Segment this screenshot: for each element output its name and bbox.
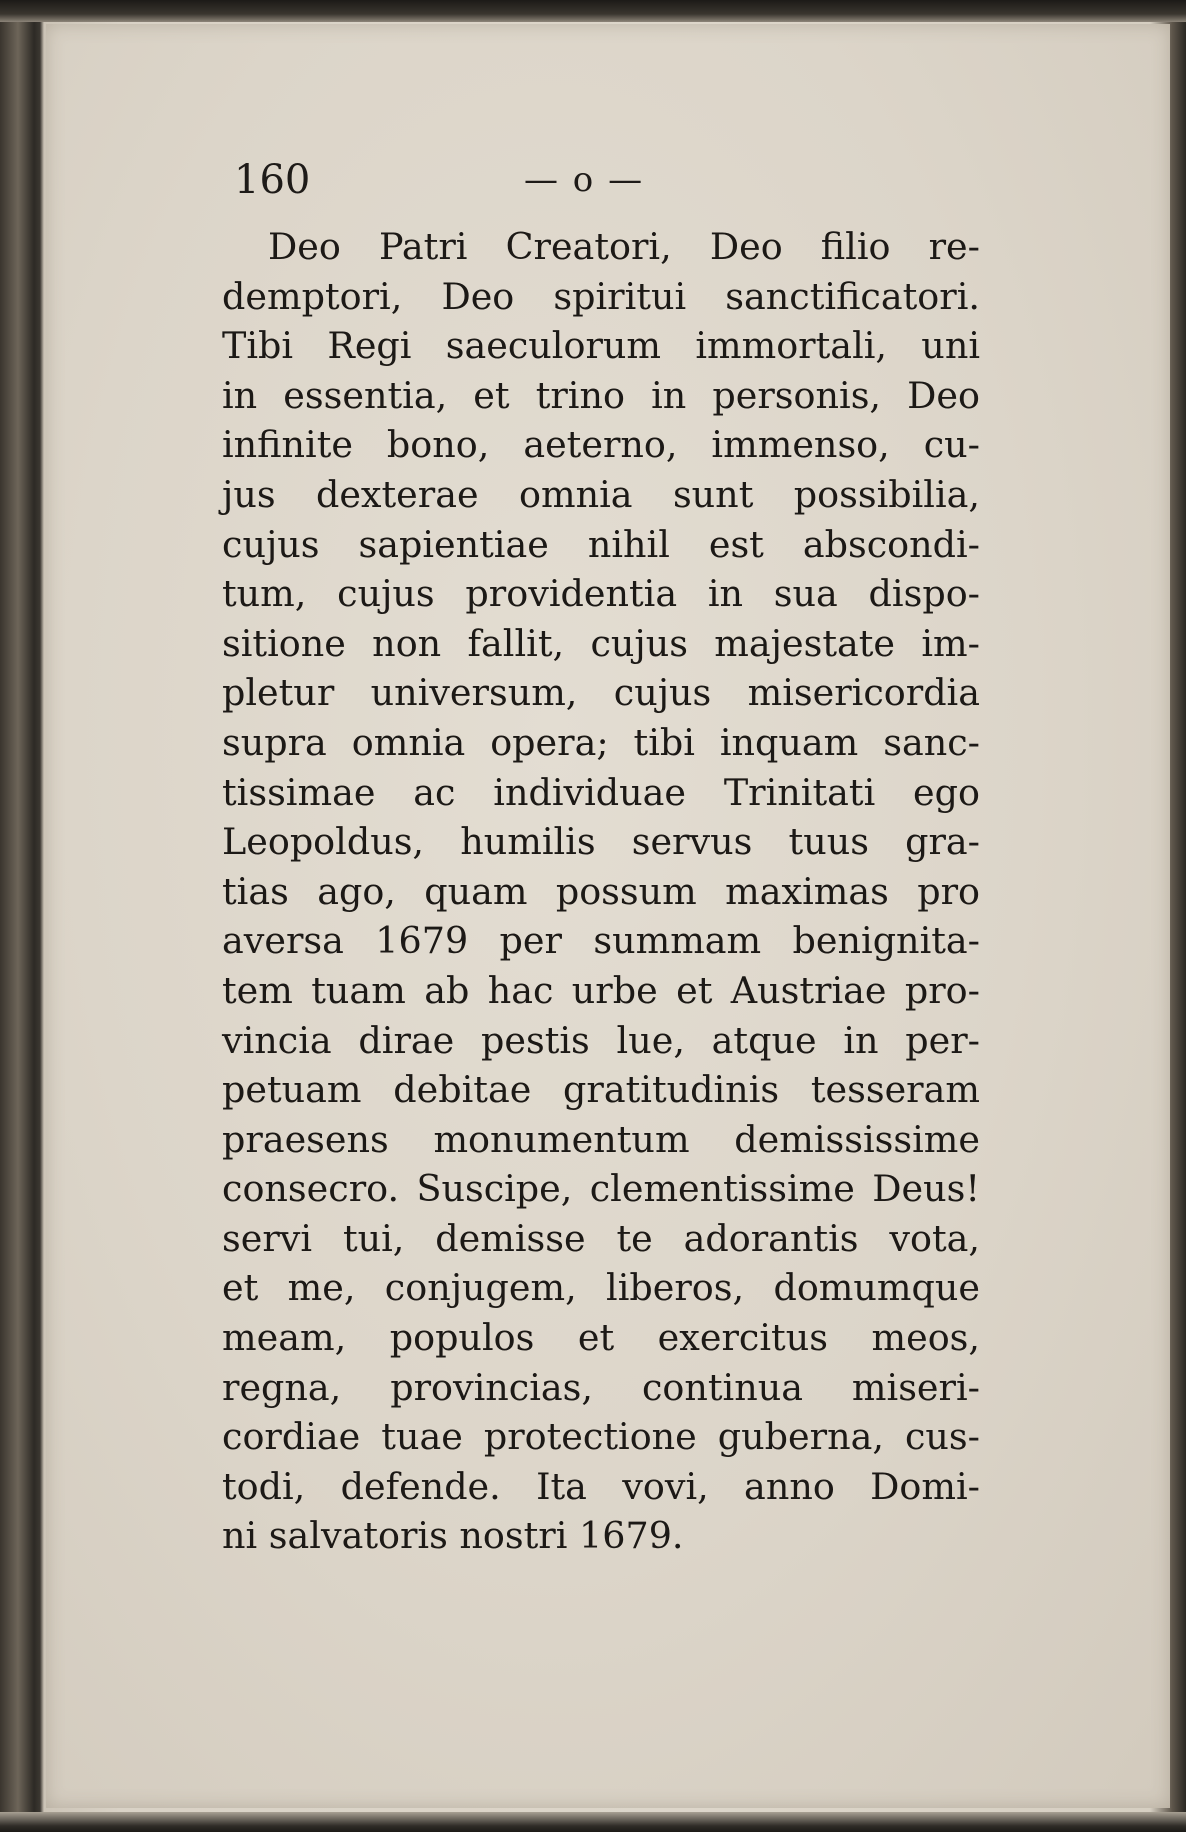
text-line: infinite bono, aeterno, immenso, cu- xyxy=(222,423,980,467)
text-line: Deo Patri Creatori, Deo filio re- xyxy=(268,225,980,268)
text-line: supra omnia opera; tibi inquam sanc- xyxy=(222,720,980,764)
text-line: Tibi Regi saeculorum immortali, uni xyxy=(222,324,980,368)
head-ornament: — o — xyxy=(524,160,645,200)
text-line: meam, populos et exercitus meos, xyxy=(222,1316,980,1360)
text-line: demptori, Deo spiritui sanctificatori. xyxy=(222,274,980,318)
text-line: aversa 1679 per summam benignita- xyxy=(222,919,980,963)
text-line: jus dexterae omnia sunt possibilia, xyxy=(222,472,980,516)
page-bottom-edge xyxy=(0,1812,1186,1832)
text-line: tias ago, quam possum maximas pro xyxy=(222,869,980,913)
text-line: cujus sapientiae nihil est abscondi- xyxy=(222,522,980,566)
text-line: cordiae tuae protectione guberna, cus- xyxy=(222,1415,980,1459)
text-line: pletur universum, cujus misericordia xyxy=(222,671,980,715)
page-top-edge xyxy=(0,0,1186,22)
text-line: tem tuam ab hac urbe et Austriae pro- xyxy=(222,968,980,1012)
text-line: tissimae ac individuae Trinitati ego xyxy=(222,770,980,814)
text-line: servi tui, demisse te adorantis vota, xyxy=(222,1216,980,1260)
text-line: in essentia, et trino in personis, Deo xyxy=(222,373,980,417)
text-line: tum, cujus providentia in sua dispo- xyxy=(222,572,980,616)
text-line: regna, provincias, continua miseri- xyxy=(222,1365,980,1409)
page-number: 160 xyxy=(234,157,311,203)
text-line: praesens monumentum demississime xyxy=(222,1117,980,1161)
text-line: Leopoldus, humilis servus tuus gra- xyxy=(222,820,980,864)
text-line: ni salvatoris nostri 1679. xyxy=(222,1514,684,1558)
text-line: todi, defende. Ita vovi, anno Domi- xyxy=(222,1464,980,1508)
text-line: sitione non fallit, cujus majestate im- xyxy=(222,621,980,665)
text-line: petuam debitae gratitudinis tesseram xyxy=(222,1068,980,1112)
text-line: vincia dirae pestis lue, atque in per- xyxy=(222,1018,980,1062)
prayer-text xyxy=(222,222,980,1561)
text-line: consecro. Suscipe, clementissime Deus! xyxy=(222,1167,980,1211)
text-line: et me, conjugem, liberos, domumque xyxy=(222,1266,980,1310)
running-head xyxy=(234,152,694,208)
